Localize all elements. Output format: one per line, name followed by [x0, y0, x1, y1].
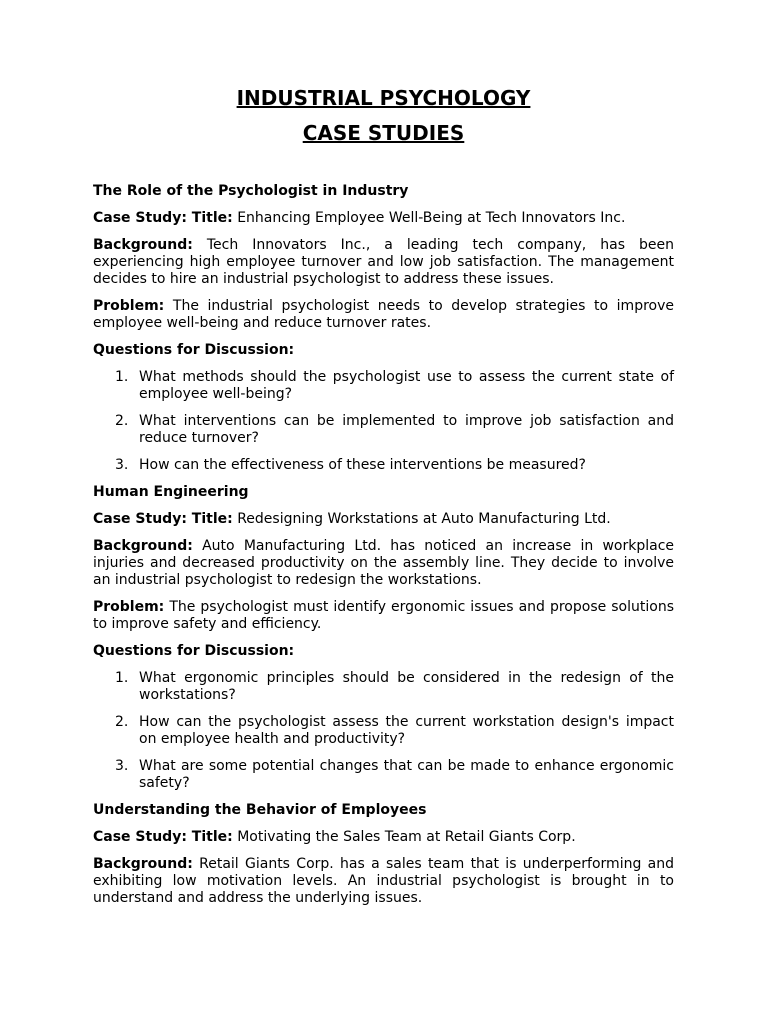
question-text: What methods should the psychologist use to assess the current state of employee well-being? — [139, 369, 674, 402]
section-3 — [93, 802, 674, 907]
question-item — [93, 758, 674, 792]
background-text: Tech Innovators Inc., a leading tech company, has been experiencing high employee turnover and low job satisfaction. The management decides to hire an industrial psychologist to address these issues. — [93, 237, 675, 287]
document-title-line-1: INDUSTRIAL PSYCHOLOGY — [236, 86, 531, 110]
background-label: Background: — [93, 237, 193, 253]
background-text: Retail Giants Corp. has a sales team that is underperforming and exhibiting low motivation levels. An industrial psychologist is brought in to understand and address the underlying issues. — [93, 856, 674, 906]
case-study-title-text: Redesigning Workstations at Auto Manufacturing Ltd. — [237, 511, 611, 527]
questions-heading: Questions for Discussion: — [93, 342, 295, 358]
problem-text: The psychologist must identify ergonomic issues and propose solutions to improve safety and efficiency. — [93, 599, 674, 632]
background-label: Background: — [93, 538, 193, 554]
problem-paragraph — [93, 298, 674, 332]
problem-text: The industrial psychologist needs to develop strategies to improve employee well-being and reduce turnover rates. — [93, 298, 674, 331]
background-paragraph — [93, 856, 674, 907]
questions-list — [93, 670, 674, 792]
question-text: What are some potential changes that can be made to enhance ergonomic safety? — [139, 758, 674, 791]
case-study-title-text: Enhancing Employee Well-Being at Tech Innovators Inc. — [237, 210, 626, 226]
case-study-label: Case Study: Title: — [93, 829, 233, 845]
background-paragraph — [93, 237, 674, 288]
section-heading: Understanding the Behavior of Employees — [93, 802, 427, 818]
question-item — [93, 369, 674, 403]
case-study-title — [93, 829, 674, 846]
question-number: 3. — [115, 457, 129, 473]
question-item — [93, 413, 674, 447]
problem-label: Problem: — [93, 599, 165, 615]
question-item — [93, 670, 674, 704]
question-text: What interventions can be implemented to improve job satisfaction and reduce turnover? — [139, 413, 674, 446]
case-study-title — [93, 210, 674, 227]
document-title-line-2: CASE STUDIES — [302, 121, 465, 145]
section-1 — [93, 183, 674, 474]
case-study-label: Case Study: Title: — [93, 210, 233, 226]
background-paragraph — [93, 538, 674, 589]
questions-list — [93, 369, 674, 474]
case-study-title-text: Motivating the Sales Team at Retail Giants Corp. — [237, 829, 576, 845]
case-study-label: Case Study: Title: — [93, 511, 233, 527]
question-number: 1. — [115, 369, 129, 385]
questions-heading: Questions for Discussion: — [93, 643, 295, 659]
problem-paragraph — [93, 599, 674, 633]
question-text: How can the effectiveness of these interventions be measured? — [139, 457, 586, 473]
question-number: 2. — [115, 714, 129, 730]
question-number: 3. — [115, 758, 129, 774]
case-study-title — [93, 511, 674, 528]
section-heading: Human Engineering — [93, 484, 249, 500]
question-item — [93, 714, 674, 748]
problem-label: Problem: — [93, 298, 165, 314]
question-text: How can the psychologist assess the current workstation design's impact on employee health and productivity? — [139, 714, 674, 747]
document-page — [93, 86, 674, 907]
question-item — [93, 457, 674, 474]
background-text: Auto Manufacturing Ltd. has noticed an increase in workplace injuries and decreased productivity on the assembly line. They decide to involve an industrial psychologist to redesign the workstations. — [93, 538, 675, 588]
question-number: 1. — [115, 670, 129, 686]
question-number: 2. — [115, 413, 129, 429]
question-text: What ergonomic principles should be considered in the redesign of the workstations? — [139, 670, 674, 703]
section-heading: The Role of the Psychologist in Industry — [93, 183, 409, 199]
background-label: Background: — [93, 856, 193, 872]
section-2 — [93, 484, 674, 792]
